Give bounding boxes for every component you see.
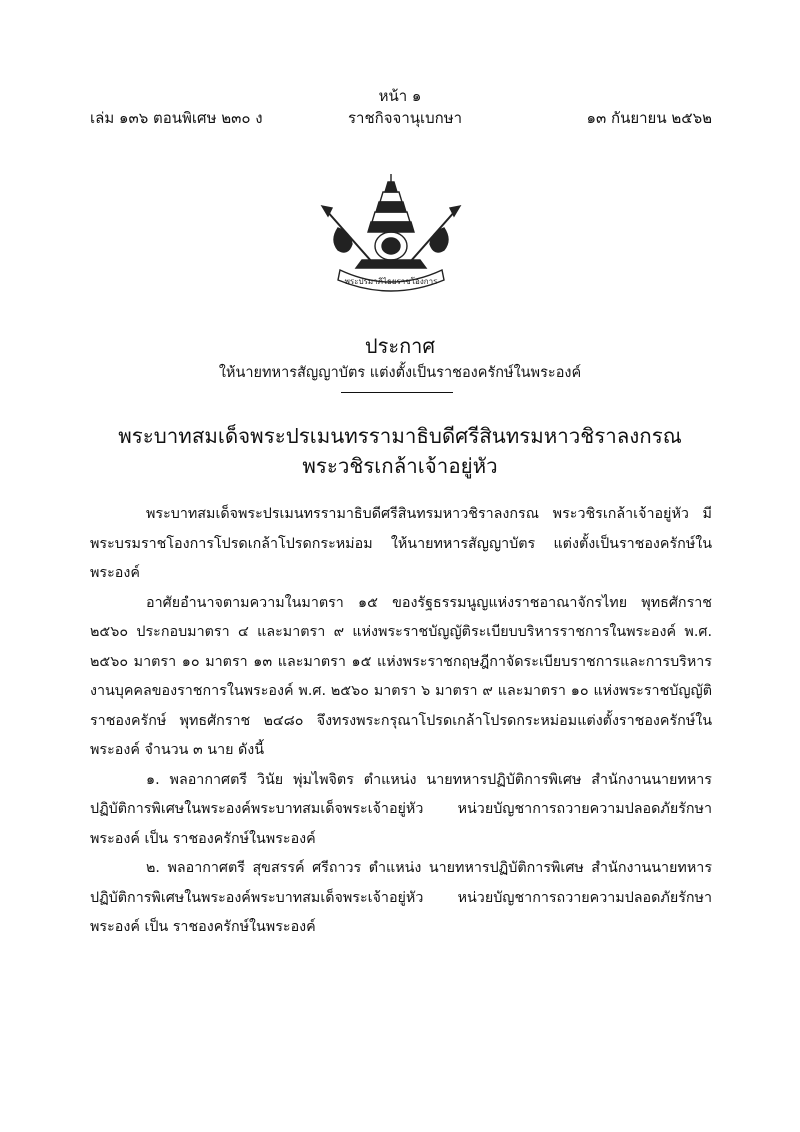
gazette-header [90,106,712,128]
body-paragraph: พระบาทสมเด็จพระปรเมนทรรามาธิบดีศรีสินทรมหาวชิราลงกรณ พระวชิรเกล้าเจ้าอยู่หัว มีพระบรมราชโองการโปรดเกล้าโปรดกระหม่อม ให้นายทหารสัญญาบัตร แต่งตั้งเป็นราชองครักษ์ในพระองค์ [90,506,712,581]
announcement-title: ประกาศ [364,334,436,358]
king-name [0,421,800,481]
king-name-line-1: พระบาทสมเด็จพระปรเมนทรรามาธิบดีศรีสินทรมหาวชิราลงกรณ [118,424,682,448]
divider [341,392,453,393]
volume-issue: เล่ม ๑๓๖ ตอนพิเศษ ๒๓๐ ง [90,109,263,127]
publication-date: ๑๓ กันยายน ๒๕๖๒ [586,109,712,127]
page-number: หน้า ๑ [378,87,422,105]
announcement-subject: ให้นายทหารสัญญาบัตร แต่งตั้งเป็นราชองครักษ์ในพระองค์ [218,365,582,381]
gazette-name: ราชกิจจานุเบกษา [348,109,463,127]
royal-emblem-icon [318,170,464,292]
king-name-line-2: พระวชิรเกล้าเจ้าอยู่หัว [302,454,498,478]
body-paragraph: ๑. พลอากาศตรี วินัย พุ่มไพจิตร ตำแหน่ง นายทหารปฏิบัติการพิเศษ สำนักงานนายทหารปฏิบัติการพิเศษในพระองค์พระบาทสมเด็จพระเจ้าอยู่หัว หน่วยบัญชาการถวายความปลอดภัยรักษาพระองค์ เป็น ราชองครักษ์ในพระองค์ [90,771,712,847]
body-paragraph: อาศัยอำนาจตามความในมาตรา ๑๕ ของรัฐธรรมนูญแห่งราชอาณาจักรไทย พุทธศักราช ๒๕๖๐ ประกอบมาตรา ๔ และมาตรา ๙ แห่งพระราชบัญญัติระเบียบบริหารราชการในพระองค์ พ.ศ. ๒๕๖๐ มาตรา ๑๐ มาตรา ๑๓ และมาตรา ๑๕ แห่งพระราชกฤษฎีกาจัดระเบียบราชการและการบริหารงานบุคคลของราชการในพระองค์ พ.ศ. ๒๕๖๐ มาตรา ๖ มาตรา ๙ และมาตรา ๑๐ แห่งพระราชบัญญัติราชองครักษ์ พุทธศักราช ๒๔๘๐ จึงทรงพระกรุณาโปรดเกล้าโปรดกระหม่อมแต่งตั้งราชองครักษ์ในพระองค์ จำนวน ๓ นาย ดังนี้ [90,594,712,758]
svg-text:พระปรมาภิไธยราชโองการ: พระปรมาภิไธยราชโองการ [344,277,438,286]
body-paragraph: ๒. พลอากาศตรี สุขสรรค์ ศรีถาวร ตำแหน่ง นายทหารปฏิบัติการพิเศษ สำนักงานนายทหารปฏิบัติการพิเศษในพระองค์พระบาทสมเด็จพระเจ้าอยู่หัว หน่วยบัญชาการถวายความปลอดภัยรักษาพระองค์ เป็น ราชองครักษ์ในพระองค์ [90,860,712,935]
announcement-body [90,500,712,943]
